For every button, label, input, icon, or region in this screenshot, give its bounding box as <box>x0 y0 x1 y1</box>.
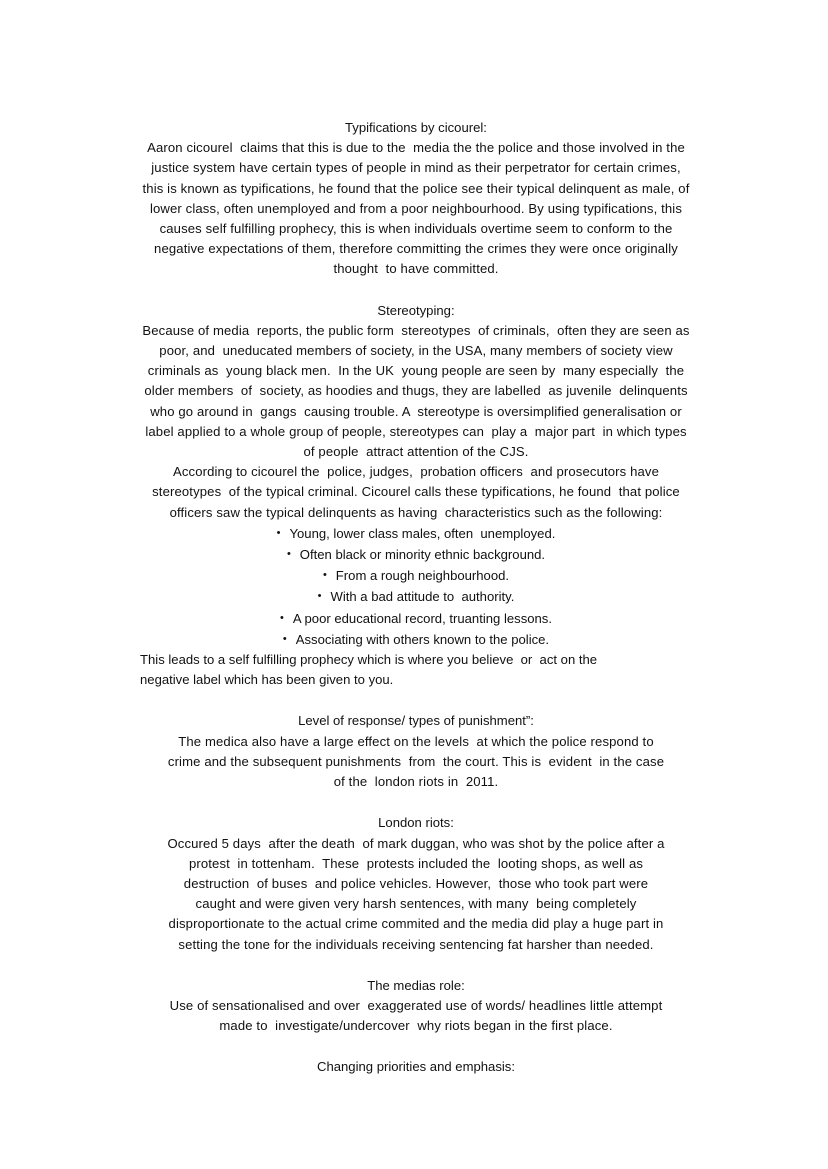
list-item-label: A poor educational record, truanting lessons. <box>292 610 552 626</box>
section-heading-medias-role: The medias role: <box>367 977 465 993</box>
body-line: The medica also have a large effect on the levels at which the police respond to <box>178 733 654 749</box>
section-gap <box>100 792 732 813</box>
body-line: lower class, often unemployed and from a poor neighbourhood. By using typifications, this <box>149 200 683 216</box>
section-changing-priorities <box>100 1057 732 1077</box>
body-line: thought to have committed. <box>333 261 499 277</box>
body-line: label applied to a whole group of people, stereotypes can play a major part in which types <box>145 423 687 439</box>
body-line: crime and the subsequent punishments from the court. This is evident in the case <box>167 753 665 769</box>
body-line: criminals as young black men. In the UK young people are seen by many especially the <box>147 363 685 379</box>
section-typifications <box>100 118 732 280</box>
list-item <box>100 544 732 565</box>
section-heading-level-of-response: Level of response/ types of punishment”: <box>298 713 534 729</box>
section-medias-role <box>100 976 732 1037</box>
bullet-icon: • <box>276 526 281 539</box>
list-item <box>100 565 732 586</box>
section-heading-stereotyping: Stereotyping: <box>377 302 455 318</box>
section-gap <box>100 955 732 976</box>
section-gap <box>100 1036 732 1057</box>
body-line: made to investigate/undercover why riots began in the first place. <box>219 1018 613 1034</box>
body-line: of the london riots in 2011. <box>333 774 499 790</box>
section-heading-london-riots: London riots: <box>378 815 454 831</box>
body-line: According to cicourel the police, judges, probation officers and prosecutors have <box>172 464 660 480</box>
list-item-label: Often black or minority ethnic background. <box>299 547 546 563</box>
body-line: negative expectations of them, therefore committing the crimes they were once originally <box>154 241 678 257</box>
characteristics-bullet-list <box>100 523 732 650</box>
list-item <box>100 629 732 650</box>
bullet-icon: • <box>322 569 327 582</box>
section-gap <box>100 280 732 301</box>
body-line: of people attract attention of the CJS. <box>303 444 529 460</box>
body-line: Because of media reports, the public form stereotypes of criminals, often they are seen as <box>142 322 690 338</box>
list-item-label: Young, lower class males, often unemployed. <box>289 525 556 541</box>
body-line: caught and were given very harsh sentences, with many being completely <box>195 896 637 912</box>
body-line: setting the tone for the individuals receiving sentencing fat harsher than needed. <box>178 936 654 952</box>
section-gap <box>100 690 732 711</box>
body-line: Aaron cicourel claims that this is due to the media the the police and those involved in the <box>147 140 685 156</box>
bullet-icon: • <box>280 611 284 624</box>
list-item-label: From a rough neighbourhood. <box>335 568 510 584</box>
bullet-icon: • <box>286 548 291 561</box>
body-line: This leads to a self fulfilling prophecy which is where you believe or act on the <box>140 652 598 668</box>
list-item <box>100 608 732 629</box>
section-london-riots <box>100 813 732 954</box>
section-level-of-response <box>100 711 732 792</box>
section-heading-changing-priorities: Changing priorities and emphasis: <box>317 1059 515 1075</box>
body-line: Use of sensationalised and over exaggerated use of words/ headlines little attempt <box>169 997 663 1013</box>
body-line: older members of society, as hoodies and thugs, they are labelled as juvenile delinquents <box>144 383 688 399</box>
bullet-icon: • <box>317 590 322 603</box>
list-item <box>100 586 732 607</box>
body-line: protest in tottenham. These protests included the looting shops, as well as <box>188 855 644 871</box>
bullet-icon: • <box>282 632 287 645</box>
list-item <box>100 523 732 544</box>
document-body <box>100 118 732 1078</box>
body-line: Occured 5 days after the death of mark duggan, who was shot by the police after a <box>167 835 665 851</box>
list-item-label: With a bad attitude to authority. <box>330 589 515 605</box>
body-line: stereotypes of the typical criminal. Cicourel calls these typifications, he found that police <box>152 484 680 500</box>
section-stereotyping <box>100 301 732 463</box>
body-line: officers saw the typical delinquents as having characteristics such as the following: <box>169 504 663 520</box>
body-line: causes self fulfilling prophecy, this is when individuals overtime seem to conform to the <box>159 221 673 237</box>
body-line: who go around in gangs causing trouble. A stereotype is oversimplified generalisation or <box>150 403 682 419</box>
body-line: destruction of buses and police vehicles. However, those who took part were <box>183 875 649 891</box>
body-line: poor, and uneducated members of society, in the USA, many members of society view <box>159 343 673 359</box>
body-line: disproportionate to the actual crime commited and the media did play a huge part in <box>168 916 664 932</box>
list-item-label: Associating with others known to the police. <box>295 631 550 647</box>
body-line: this is known as typifications, he found that the police see their typical delinquent as male, of <box>142 180 690 196</box>
body-line: negative label which has been given to you. <box>140 672 394 688</box>
body-line: justice system have certain types of people in mind as their perpetrator for certain crimes, <box>151 160 681 176</box>
section-heading-typifications: Typifications by cicourel: <box>345 120 487 135</box>
section-according-to-cicourel <box>100 462 732 523</box>
self-fulfilling-prophecy-paragraph <box>100 650 732 690</box>
